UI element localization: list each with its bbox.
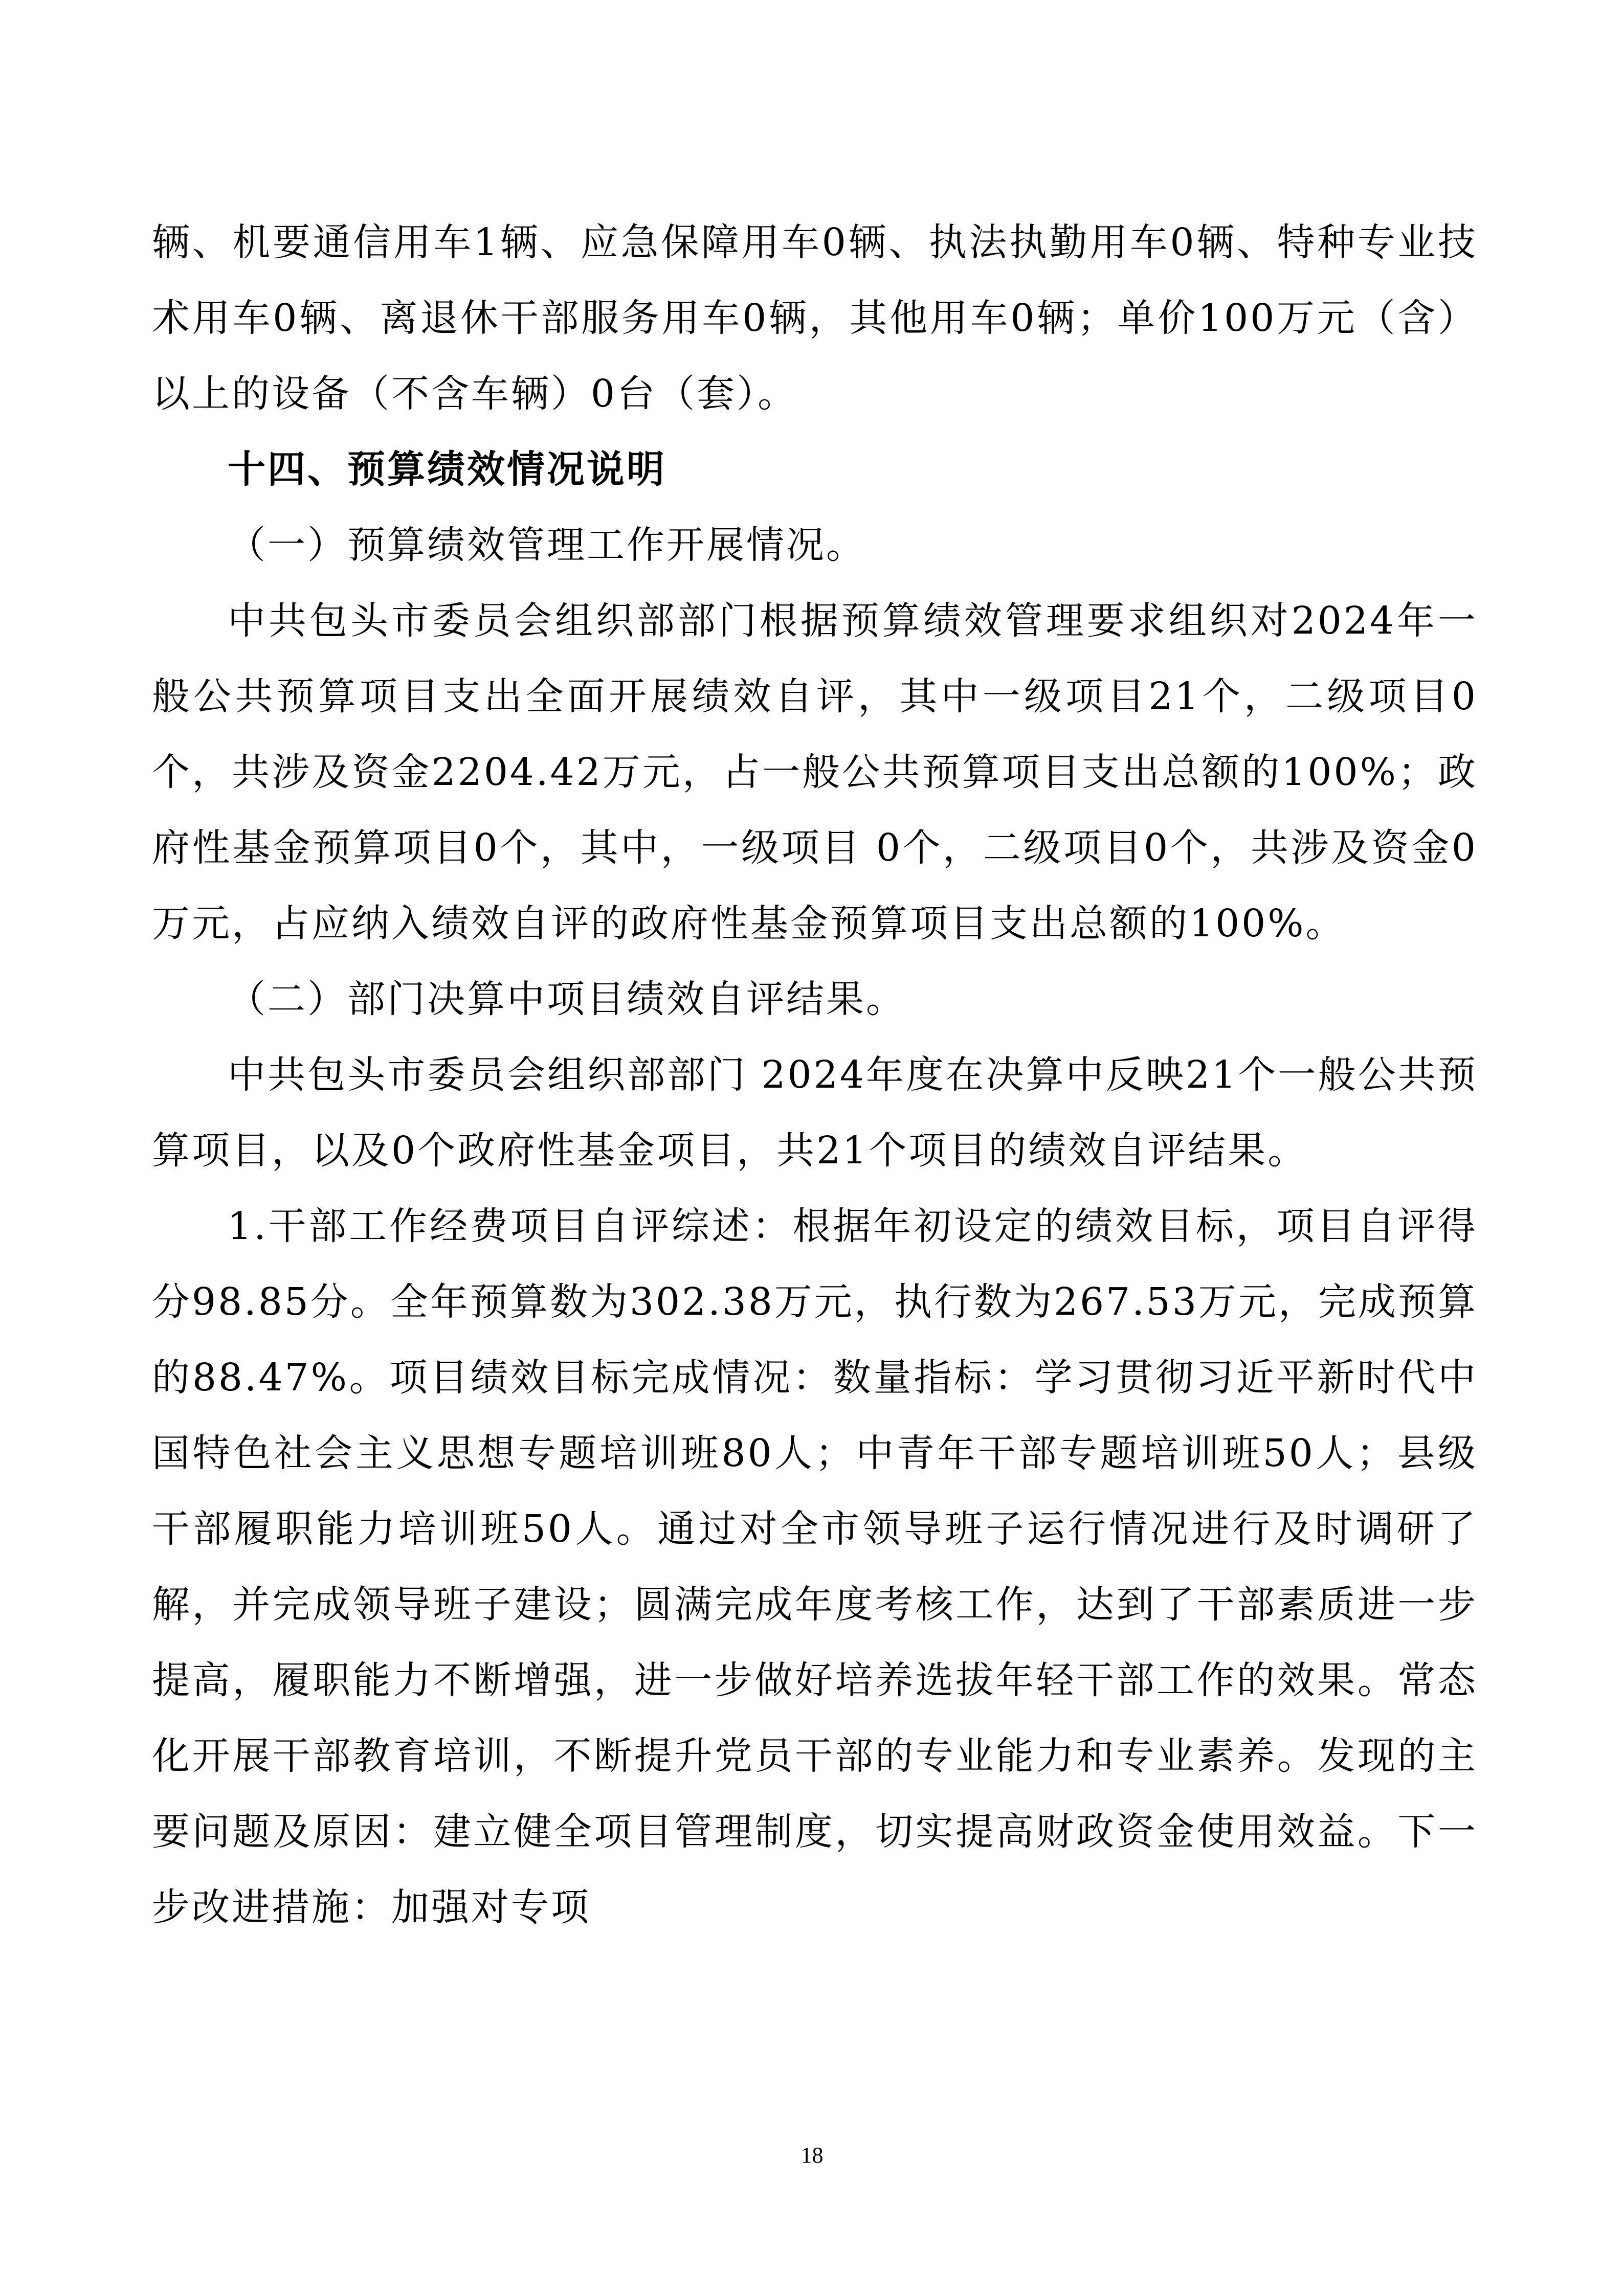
- body-text: [152, 205, 1478, 1945]
- page-number: 18: [800, 2143, 824, 2168]
- paragraph: 1.干部工作经费项目自评综述：根据年初设定的绩效目标，项目自评得分98.85分。全年预算数为302.38万元，执行数为267.53万元，完成预算的88.47%。项目绩效目标完成情况：数量指标：学习贯彻习近平新时代中国特色社会主义思想专题培训班80人；中青年干部专题培训班50人；县级干部履职能力培训班50人。通过对全市领导班子运行情况进行及时调研了解，并完成领导班子建设；圆满完成年度考核工作，达到了干部素质进一步提高，履职能力不断增强，进一步做好培养选拔年轻干部工作的效果。常态化开展干部教育培训，不断提升党员干部的专业能力和专业素养。发现的主要问题及原因：建立健全项目管理制度，切实提高财政资金使用效益。下一步改进措施：加强对专项: [152, 1204, 1478, 1929]
- paragraph: 中共包头市委员会组织部部门根据预算绩效管理要求组织对2024年一般公共预算项目支出全面开展绩效自评，其中一级项目21个，二级项目0个，共涉及资金2204.42万元，占一般公共预算项目支出总额的100%；政府性基金预算项目0个，其中，一级项目 0个，二级项目0个，共涉及资金0万元，占应纳入绩效自评的政府性基金预算项目支出总额的100%。: [152, 599, 1478, 946]
- subsection-heading: （二）部门决算中项目绩效自评结果。: [228, 977, 906, 1021]
- subsection-heading: （一）预算绩效管理工作开展情况。: [228, 523, 866, 567]
- paragraph: 中共包头市委员会组织部部门 2024年度在决算中反映21个一般公共预算项目，以及0个政府性基金项目，共21个项目的绩效自评结果。: [152, 1053, 1478, 1173]
- section-heading: 十四、预算绩效情况说明: [228, 447, 666, 491]
- continued-paragraph: 辆、机要通信用车1辆、应急保障用车0辆、执法执勤用车0辆、特种专业技术用车0辆、离退休干部服务用车0辆，其他用车0辆；单价100万元（含）以上的设备（不含车辆）0台（套）。: [152, 220, 1478, 416]
